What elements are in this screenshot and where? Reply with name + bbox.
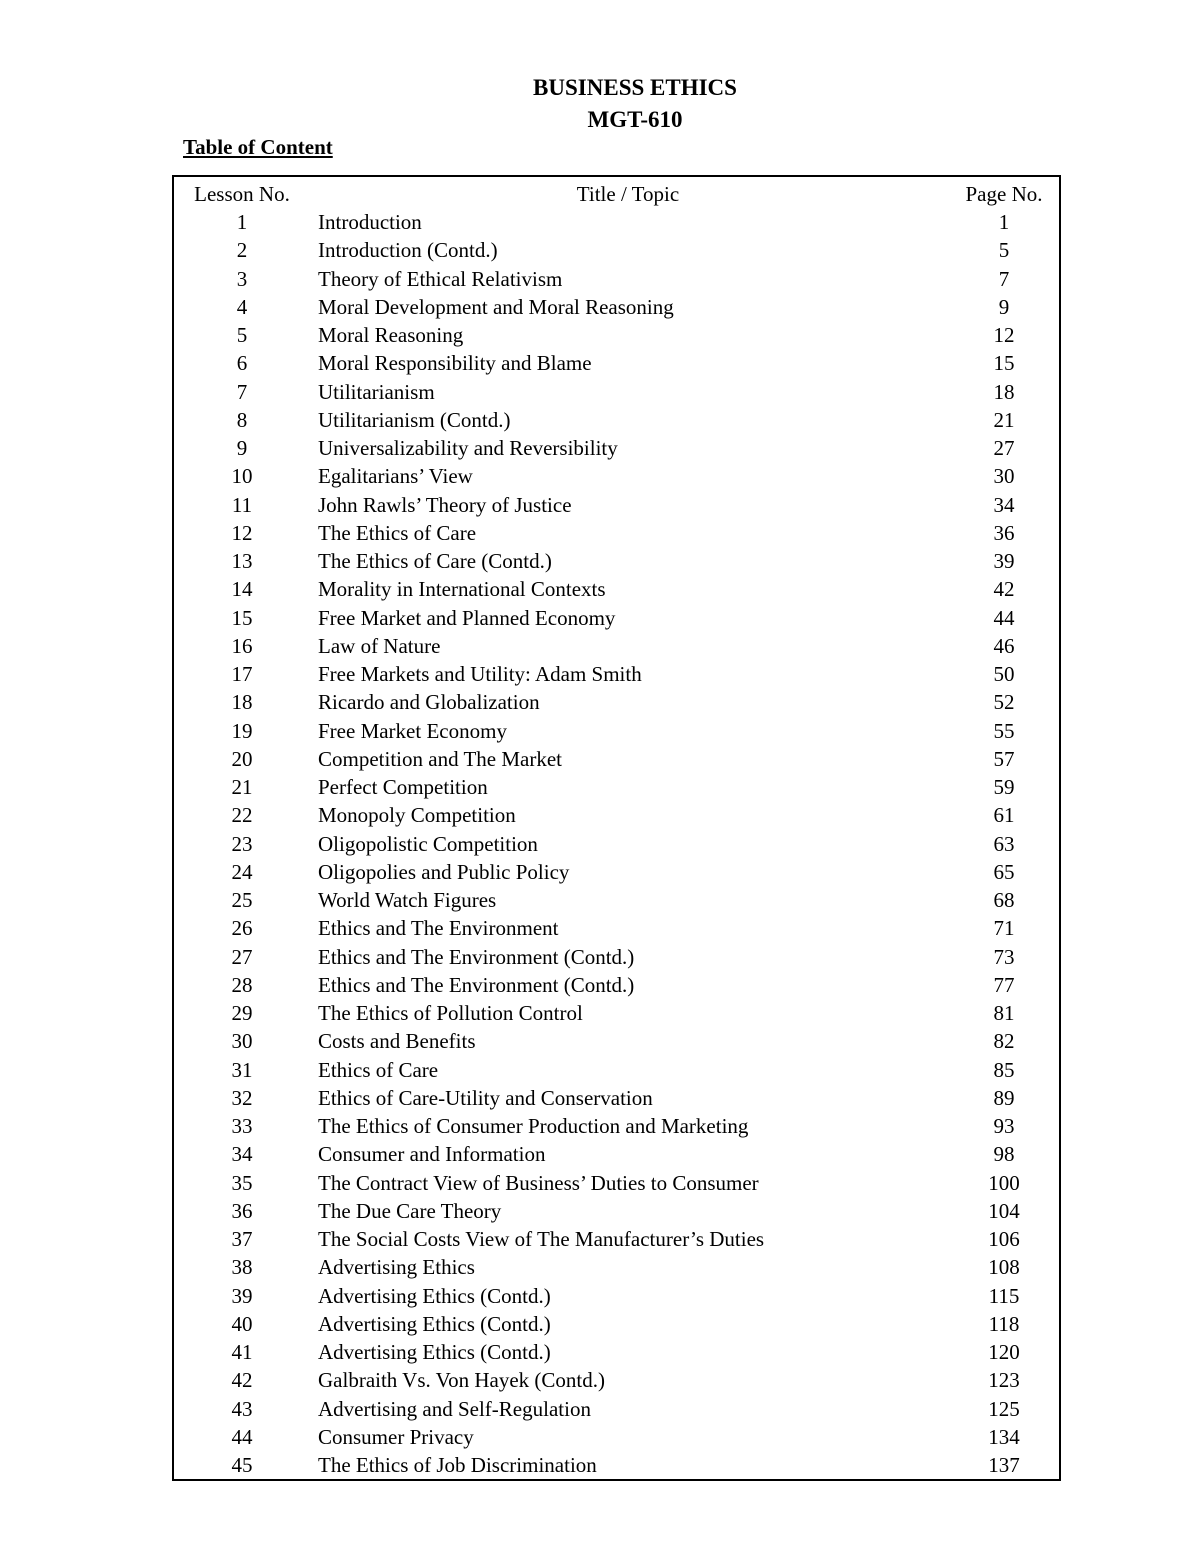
lesson-number: 42: [231, 1368, 253, 1393]
page-number: 108: [988, 1255, 1020, 1280]
page-number: 21: [993, 407, 1015, 432]
table-row: [174, 491, 1059, 519]
table-row: [174, 349, 1059, 377]
lesson-title: Oligopolistic Competition: [318, 831, 538, 856]
table-row: [174, 1310, 1059, 1338]
table-row: [174, 632, 1059, 660]
page-number: 30: [993, 464, 1015, 489]
table-row: [174, 1169, 1059, 1197]
table-row: [174, 208, 1059, 236]
lesson-title: Ricardo and Globalization: [318, 690, 540, 715]
table-row: [174, 378, 1059, 406]
lesson-number: 27: [231, 944, 253, 969]
lesson-title: Consumer and Information: [318, 1142, 546, 1167]
lesson-title: The Contract View of Business’ Duties to Consumer: [318, 1170, 759, 1195]
lesson-number: 43: [231, 1396, 253, 1421]
lesson-title: Galbraith Vs. Von Hayek (Contd.): [318, 1368, 605, 1393]
lesson-title: John Rawls’ Theory of Justice: [318, 492, 572, 517]
page-number: 82: [993, 1029, 1015, 1054]
lesson-number: 14: [231, 577, 253, 602]
lesson-number: 44: [231, 1424, 253, 1449]
lesson-title: Consumer Privacy: [318, 1424, 474, 1449]
lesson-number: 40: [231, 1311, 253, 1336]
lesson-number: 19: [231, 718, 253, 743]
table-row: [174, 265, 1059, 293]
lesson-number: 5: [236, 323, 248, 347]
table-row: [174, 773, 1059, 801]
lesson-title: The Ethics of Care (Contd.): [318, 549, 552, 573]
lesson-number: 38: [231, 1255, 253, 1280]
lesson-title: Law of Nature: [318, 633, 441, 658]
table-row: [174, 660, 1059, 688]
page-number: 44: [993, 605, 1015, 630]
lesson-title: The Ethics of Care: [318, 520, 477, 545]
lesson-title: Introduction: [318, 210, 422, 234]
table-row: [174, 688, 1059, 716]
lesson-title: Oligopolies and Public Policy: [318, 859, 570, 884]
lesson-title: Free Market and Planned Economy: [318, 605, 616, 630]
lesson-number: 33: [231, 1114, 253, 1138]
lesson-title: Free Market Economy: [318, 718, 507, 743]
table-row: [174, 293, 1059, 321]
lesson-title: Monopoly Competition: [318, 803, 516, 828]
table-row: [174, 1338, 1059, 1366]
table-row: [174, 1084, 1059, 1112]
lesson-title: The Ethics of Pollution Control: [318, 1001, 583, 1025]
lesson-title: Universalizability and Reversibility: [318, 436, 618, 460]
lesson-title: Moral Responsibility and Blame: [318, 351, 592, 376]
lesson-title: Ethics of Care-Utility and Conservation: [318, 1085, 653, 1110]
lesson-title: World Watch Figures: [318, 888, 497, 912]
lesson-number: 6: [236, 351, 248, 376]
lesson-title: Perfect Competition: [318, 775, 488, 799]
lesson-number: 18: [231, 690, 253, 715]
page-number: 34: [993, 492, 1015, 517]
lesson-title: Ethics of Care: [318, 1057, 439, 1082]
page-number: 118: [988, 1311, 1020, 1336]
lesson-number: 12: [231, 520, 253, 545]
lesson-number: 41: [231, 1340, 253, 1364]
lesson-number: 36: [231, 1198, 253, 1223]
table-row: [174, 1253, 1059, 1281]
lesson-title: Moral Reasoning: [318, 323, 464, 347]
lesson-number: 22: [231, 803, 253, 828]
page-number: 27: [993, 436, 1015, 460]
page-number: 9: [998, 294, 1010, 319]
table-row: [174, 1027, 1059, 1055]
page-number: 89: [993, 1085, 1015, 1110]
lesson-number: 13: [231, 549, 253, 573]
toc-heading: Table of Content: [183, 135, 333, 159]
lesson-number: 21: [231, 775, 253, 799]
lesson-number: 9: [236, 436, 248, 460]
table-row: [174, 1197, 1059, 1225]
lesson-title: Costs and Benefits: [318, 1029, 476, 1054]
lesson-number: 29: [231, 1001, 253, 1025]
lesson-title: Utilitarianism: [318, 379, 435, 404]
lesson-number: 37: [231, 1227, 253, 1251]
page-number: 61: [993, 803, 1015, 828]
page-number: 65: [993, 859, 1015, 884]
table-row: [174, 971, 1059, 999]
page-number: 12: [993, 323, 1015, 347]
table-row: [174, 801, 1059, 829]
header-title-topic: Title / Topic: [576, 182, 680, 206]
lesson-number: 4: [236, 294, 248, 319]
toc-table: [172, 175, 1061, 1481]
lesson-number: 20: [231, 746, 253, 771]
table-header-row: [174, 180, 1059, 208]
table-row: [174, 575, 1059, 603]
table-row: [174, 547, 1059, 575]
page-number: 42: [993, 577, 1015, 602]
lesson-number: 2: [236, 238, 248, 263]
lesson-number: 31: [231, 1057, 253, 1082]
header-page-no: Page No.: [965, 182, 1043, 206]
table-row: [174, 943, 1059, 971]
lesson-number: 39: [231, 1283, 253, 1308]
lesson-number: 34: [231, 1142, 253, 1167]
lesson-number: 25: [231, 888, 253, 912]
page-number: 120: [988, 1340, 1020, 1364]
lesson-title: Moral Development and Moral Reasoning: [318, 294, 674, 319]
page-number: 39: [993, 549, 1015, 573]
page-number: 68: [993, 888, 1015, 912]
table-row: [174, 1112, 1059, 1140]
lesson-number: 15: [231, 605, 253, 630]
table-row: [174, 406, 1059, 434]
lesson-number: 32: [231, 1085, 253, 1110]
page-number: 73: [993, 944, 1015, 969]
lesson-number: 23: [231, 831, 253, 856]
lesson-title: Advertising Ethics (Contd.): [318, 1283, 551, 1308]
page-number: 59: [993, 775, 1015, 799]
lesson-title: The Due Care Theory: [318, 1198, 502, 1223]
table-row: [174, 434, 1059, 462]
lesson-title: The Social Costs View of The Manufacturer’s Duties: [318, 1227, 765, 1251]
lesson-number: 10: [231, 464, 253, 489]
lesson-title: Advertising Ethics (Contd.): [318, 1340, 551, 1364]
table-row: [174, 886, 1059, 914]
table-row: [174, 914, 1059, 942]
lesson-title: Egalitarians’ View: [318, 464, 473, 489]
page-number: 71: [993, 916, 1015, 941]
table-row: [174, 858, 1059, 886]
lesson-title: Ethics and The Environment (Contd.): [318, 944, 635, 969]
page-number: 36: [993, 520, 1015, 545]
lesson-number: 17: [231, 662, 253, 686]
lesson-number: 45: [231, 1453, 253, 1477]
table-row: [174, 604, 1059, 632]
page-number: 125: [988, 1396, 1020, 1421]
table-row: [174, 999, 1059, 1027]
table-row: [174, 1423, 1059, 1451]
page-number: 93: [993, 1114, 1015, 1138]
page-number: 50: [993, 662, 1015, 686]
page-number: 77: [993, 972, 1015, 997]
table-row: [174, 1366, 1059, 1394]
lesson-title: Ethics and The Environment (Contd.): [318, 972, 635, 997]
table-row: [174, 830, 1059, 858]
document-title: BUSINESS ETHICS: [533, 75, 737, 100]
page-number: 115: [988, 1283, 1020, 1308]
lesson-number: 7: [236, 379, 248, 404]
lesson-title: The Ethics of Consumer Production and Marketing: [318, 1114, 749, 1138]
page-number: 46: [993, 633, 1015, 658]
page-number: 106: [988, 1227, 1020, 1251]
table-row: [174, 519, 1059, 547]
table-row: [174, 1056, 1059, 1084]
lesson-title: Advertising and Self-Regulation: [318, 1396, 591, 1421]
page-number: 57: [993, 746, 1015, 771]
table-row: [174, 1451, 1059, 1479]
page-number: 98: [993, 1142, 1015, 1167]
page-number: 137: [988, 1453, 1020, 1477]
lesson-number: 35: [231, 1170, 253, 1195]
table-row: [174, 321, 1059, 349]
page-number: 81: [993, 1001, 1015, 1025]
lesson-number: 1: [236, 210, 248, 234]
course-code: MGT-610: [587, 107, 683, 132]
lesson-title: The Ethics of Job Discrimination: [318, 1453, 597, 1477]
table-row: [174, 1140, 1059, 1168]
page-number: 7: [998, 266, 1010, 291]
lesson-number: 3: [236, 266, 248, 291]
page-number: 104: [988, 1198, 1020, 1223]
lesson-title: Introduction (Contd.): [318, 238, 498, 263]
page-number: 123: [988, 1368, 1020, 1393]
lesson-number: 8: [236, 407, 248, 432]
table-row: [174, 462, 1059, 490]
header-lesson-no: Lesson No.: [194, 182, 290, 206]
lesson-title: Morality in International Contexts: [318, 577, 606, 602]
page-number: 55: [993, 718, 1015, 743]
table-row: [174, 1282, 1059, 1310]
lesson-title: Utilitarianism (Contd.): [318, 407, 511, 432]
page-number: 1: [998, 210, 1010, 234]
lesson-title: Ethics and The Environment: [318, 916, 559, 941]
page-number: 5: [998, 238, 1010, 263]
page-number: 134: [988, 1424, 1020, 1449]
lesson-title: Competition and The Market: [318, 746, 562, 771]
page-number: 85: [993, 1057, 1015, 1082]
lesson-title: Advertising Ethics: [318, 1255, 475, 1280]
page-number: 52: [993, 690, 1015, 715]
table-row: [174, 1225, 1059, 1253]
table-row: [174, 745, 1059, 773]
table-row: [174, 236, 1059, 264]
lesson-number: 16: [231, 633, 253, 658]
table-row: [174, 1395, 1059, 1423]
table-row: [174, 717, 1059, 745]
lesson-title: Free Markets and Utility: Adam Smith: [318, 662, 642, 686]
page-number: 15: [993, 351, 1015, 376]
page-number: 18: [993, 379, 1015, 404]
page-number: 100: [988, 1170, 1020, 1195]
page-number: 63: [993, 831, 1015, 856]
lesson-number: 30: [231, 1029, 253, 1054]
lesson-number: 28: [231, 972, 253, 997]
lesson-number: 26: [231, 916, 253, 941]
lesson-number: 11: [231, 492, 253, 517]
lesson-title: Theory of Ethical Relativism: [318, 266, 563, 291]
lesson-title: Advertising Ethics (Contd.): [318, 1311, 551, 1336]
lesson-number: 24: [231, 859, 253, 884]
